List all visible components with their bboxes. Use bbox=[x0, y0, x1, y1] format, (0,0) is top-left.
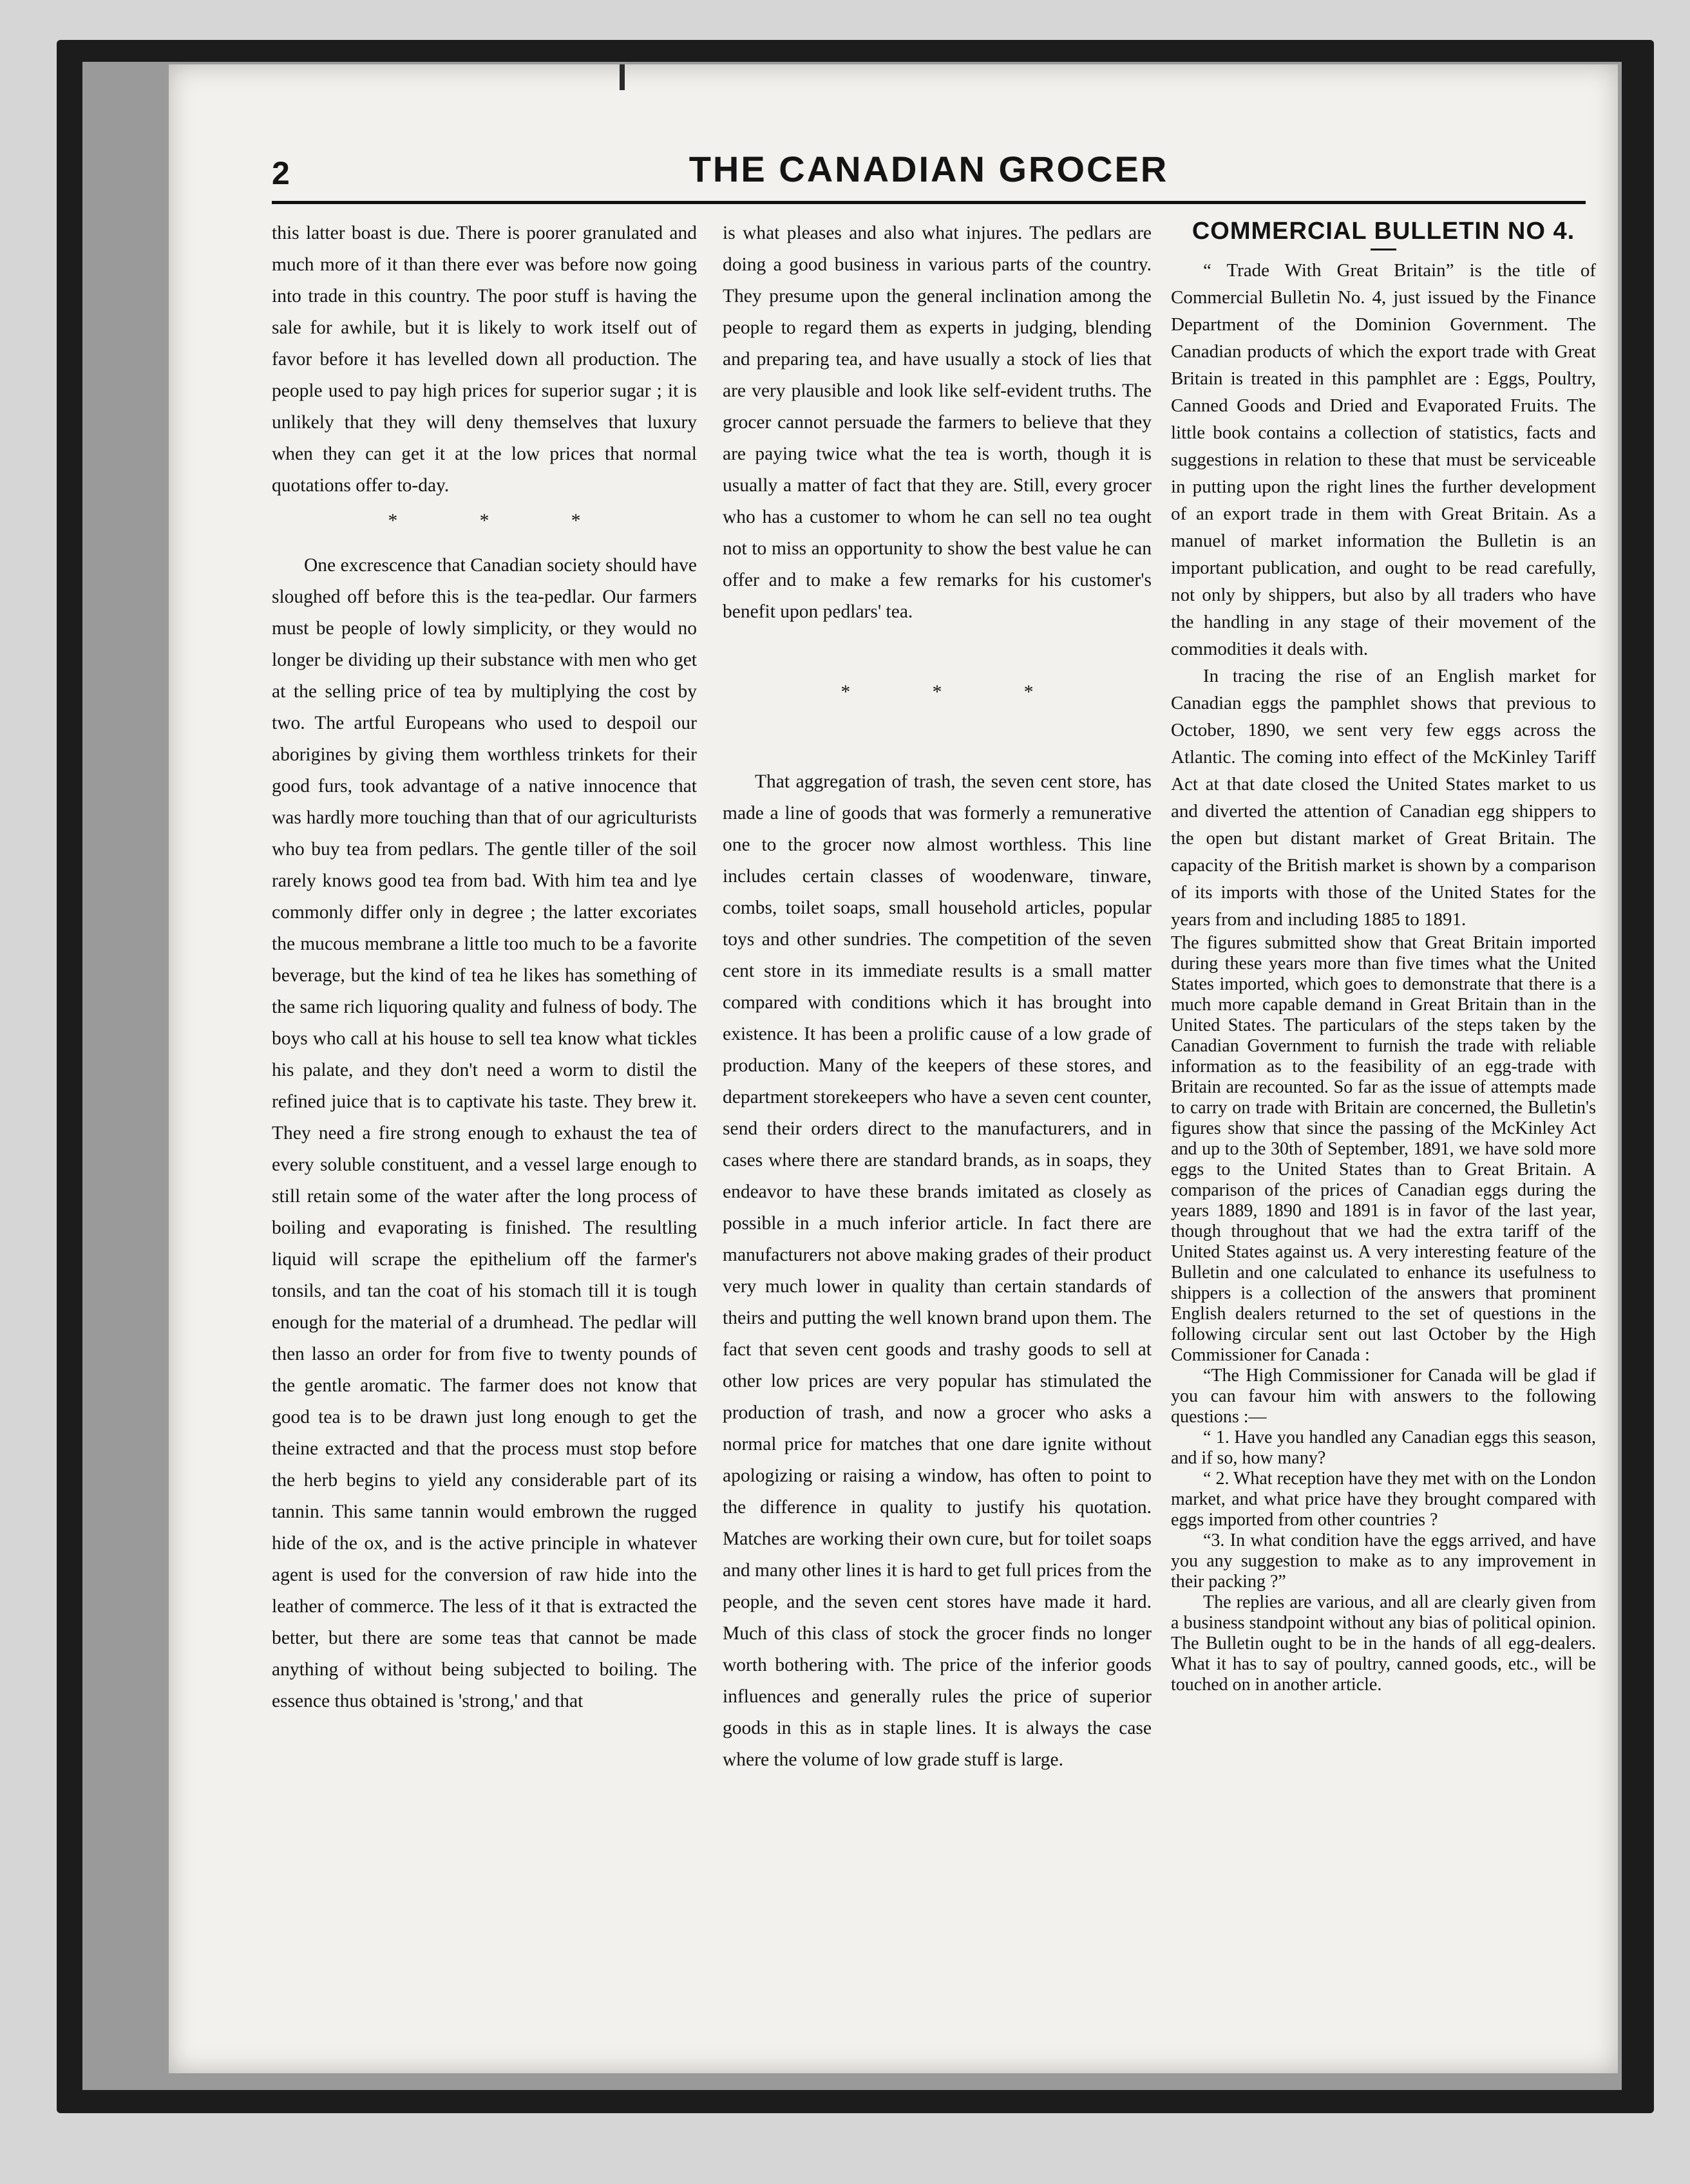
masthead-title: THE CANADIAN GROCER bbox=[688, 149, 1169, 189]
col3-paragraph-1: “ Trade With Great Britain” is the title of Commercial Bulletin No. 4, just issued by the Finance Department of the Dominion Government. The Canadian products of which the export trade with Great Britain is treated in this pamphlet are : Eggs, Poultry, Canned Goods and Dried and Evaporated Fruits. The little book contains a collection of statistics, facts and suggestions in relation to these that must be serviceable in putting upon the right lines the further development of an export trade in them with Great Britain. As a manuel of market information the Bulletin is an important publication, and ought to be read carefully, not only by shippers, but also by all traders who have the handling in any stage of their movement of the commodities it deals with. bbox=[1171, 260, 1596, 659]
col3-paragraph-2: In tracing the rise of an English market for Canadian eggs the pamphlet shows that previous to October, 1890, we sent very few eggs across the Atlantic. The coming into effect of the McKinley Tariff Act at that date closed the United States market to us and diverted the attention of Canadian egg shippers to the open but distant market of Great Britain. The capacity of the British market is shown by a comparison of its imports with those of the United States for the years from and including 1885 to 1891. bbox=[1171, 666, 1596, 930]
article-title: COMMERCIAL BULLETIN NO 4. bbox=[1192, 218, 1575, 245]
col2-paragraph-2: That aggregation of trash, the seven cent store, has made a line of goods that was formerly a remunerative one to the grocer now almost worthless. This line includes certain classes of woodenware, tinware, combs, toilet soaps, small household articles, popular toys and other sundries. The competition of the seven cent store in its immediate results is a small matter compared with conditions which it has brought into existence. It has been a prolific cause of a low grade of production. Many of the keepers of these stores, and department storekeepers who have a seven cent counter, send their orders direct to the manufacturers, and in cases where there are standard brands, as in soaps, they endeavor to have these brands imitated as closely as possible in a much inferior article. In fact there are manufacturers not above making grades of their product very much lower in quality than certain standards of theirs and putting the well known brand upon them. The fact that seven cent goods and trashy goods to sell at other low prices are very popular has stimulated the production of trash, and now a grocer who asks a normal price for matches that one dare ignite without apologizing or raising a window, has often to point to the difference in quality to justify his quotation. Matches are working their own cure, but for toilet soaps and many other lines it is hard to get full prices from the people, and the seven cent stores have made it hard. Much of this class of stock the grocer finds no longer worth bothering with. The price of the inferior goods influences and generally rules the price of superior goods in this as in staple lines. It is always the case where the volume of low grade stuff is large. bbox=[723, 771, 1152, 1770]
col2-section-divider: * * * bbox=[840, 682, 1072, 702]
column-3 bbox=[1171, 218, 1596, 1695]
col3-question-intro: “The High Commissioner for Canada will be glad if you can favour him with answers to the following questions :— bbox=[1171, 1366, 1596, 1427]
col2-paragraph-1: is what pleases and also what injures. The pedlars are doing a good business in various parts of the country. They presume upon the general inclination among the people to regard them as experts in judging, blending and preparing tea, and have usually a stock of lies that are very plausible and look like self-evident truths. The grocer cannot persuade the farmers to believe that they are paying twice what the tea is worth, though it is usually a matter of fact that they are. Still, every grocer who has a customer to whom he can sell no tea ought not to miss an opportunity to show the best value he can offer and to make a few remarks for his customer's benefit upon pedlars' tea. bbox=[723, 223, 1152, 622]
page-number: 2 bbox=[272, 155, 290, 191]
newspaper-page bbox=[169, 64, 1618, 2073]
col3-paragraph-2b: The figures submitted show that Great Britain imported during these years more than five times what the United States imported, which goes to demonstrate that there is a much more capable demand in Great Britain than in the United States. The particulars of the steps taken by the Canadian Government to furnish the trade with reliable information as to the feasibility of an egg-trade with Britain are recounted. So far as the issue of attempts made to carry on trade with Britain are concerned, the Bulletin's figures show that since the passing of the McKinley Act and up to the 30th of September, 1891, we have sold more eggs to the United States than to Great Britain. A comparison of the prices of Canadian eggs during the years 1889, 1890 and 1891 is in favor of the last year, though throughout that we had the extra tariff of the United States against us. A very interesting feature of the Bulletin and one calculated to enhance its usefulness to shippers is a collection of the answers that prominent English dealers returned to the set of questions in the following circular sent out last October by the High Commissioner for Canada : bbox=[1171, 933, 1596, 1365]
col1-paragraph-1: this latter boast is due. There is poorer granulated and much more of it than there ever was before now going into trade in this country. The poor stuff is having the sale for awhile, but it is likely to work itself out of favor before it has levelled down all production. The people used to pay high prices for superior sugar ; it is unlikely that they will deny themselves that luxury when they can get it at the low prices that normal quotations offer to-day. bbox=[272, 223, 697, 496]
col3-question-3: “3. In what condition have the eggs arrived, and have you any suggestion to make as to any improvement in their packing ?” bbox=[1171, 1530, 1596, 1592]
col1-section-divider: * * * bbox=[388, 511, 620, 531]
col2-spacer bbox=[723, 628, 1152, 673]
column-2 bbox=[723, 218, 1152, 1776]
col1-paragraph-2: One excrescence that Canadian society should have sloughed off before this is the tea-pedlar. Our farmers must be people of lowly simplicity, or they would no longer be dividing up their substance with men who get at the selling price of tea by multiplying the cost by two. The artful Europeans who used to despoil our aborigines by giving them worthless trinkets for their good furs, took advantage of a native innocence that was hardly more touching than that of our agriculturists who buy tea from pedlars. The gentle tiller of the soil rarely knows good tea from bad. With him tea and lye commonly differ only in degree ; the latter excoriates the mucous membrane a little too much to be a favorite beverage, but the kind of tea he likes has something of the same rich liquoring quality and fulness of body. The boys who call at his house to sell tea know what tickles his palate, and they don't need a worm to distil the refined juice that is to captivate his taste. They brew it. They need a fire strong enough to exhaust the tea of every soluble constituent, and a vessel large enough to still retain some of the water after the long process of boiling and evaporating is finished. The resultling liquid will scrape the epithelium off the farmer's tonsils, and tan the coat of his stomach till it is tough enough for the material of a drumhead. The pedlar will then lasso an order for from five to twenty pounds of the gentle aromatic. The farmer does not know that good tea is to be drawn just long enough to get the theine extracted and that the process must stop before the herb begins to yield any considerable part of its tannin. This same tannin would embrown the rugged hide of the ox, and is the active principle in whatever agent is used for the conversion of raw hide into the leather of commerce. The less of it that is extracted the better, but there are some teas that cannot be made anything of without being subjected to boiling. The essence thus obtained is 'strong,' and that bbox=[272, 555, 697, 1711]
binding-mark bbox=[620, 64, 625, 90]
header-rule bbox=[272, 201, 1586, 204]
col2-spacer-2 bbox=[723, 721, 1152, 766]
column-1 bbox=[272, 218, 697, 1717]
col3-question-2: “ 2. What reception have they met with on the London market, and what price have they brought compared with eggs imported from other countries ? bbox=[1171, 1469, 1596, 1530]
title-rule bbox=[1371, 249, 1396, 250]
col3-paragraph-3: The replies are various, and all are clearly given from a business standpoint without any bias of political opinion. The Bulletin ought to be in the hands of all egg-dealers. What it has to say of poultry, canned goods, etc., will be touched on in another article. bbox=[1171, 1592, 1596, 1695]
page-header bbox=[272, 148, 1586, 200]
col3-question-1: “ 1. Have you handled any Canadian eggs this season, and if so, how many? bbox=[1171, 1427, 1596, 1468]
